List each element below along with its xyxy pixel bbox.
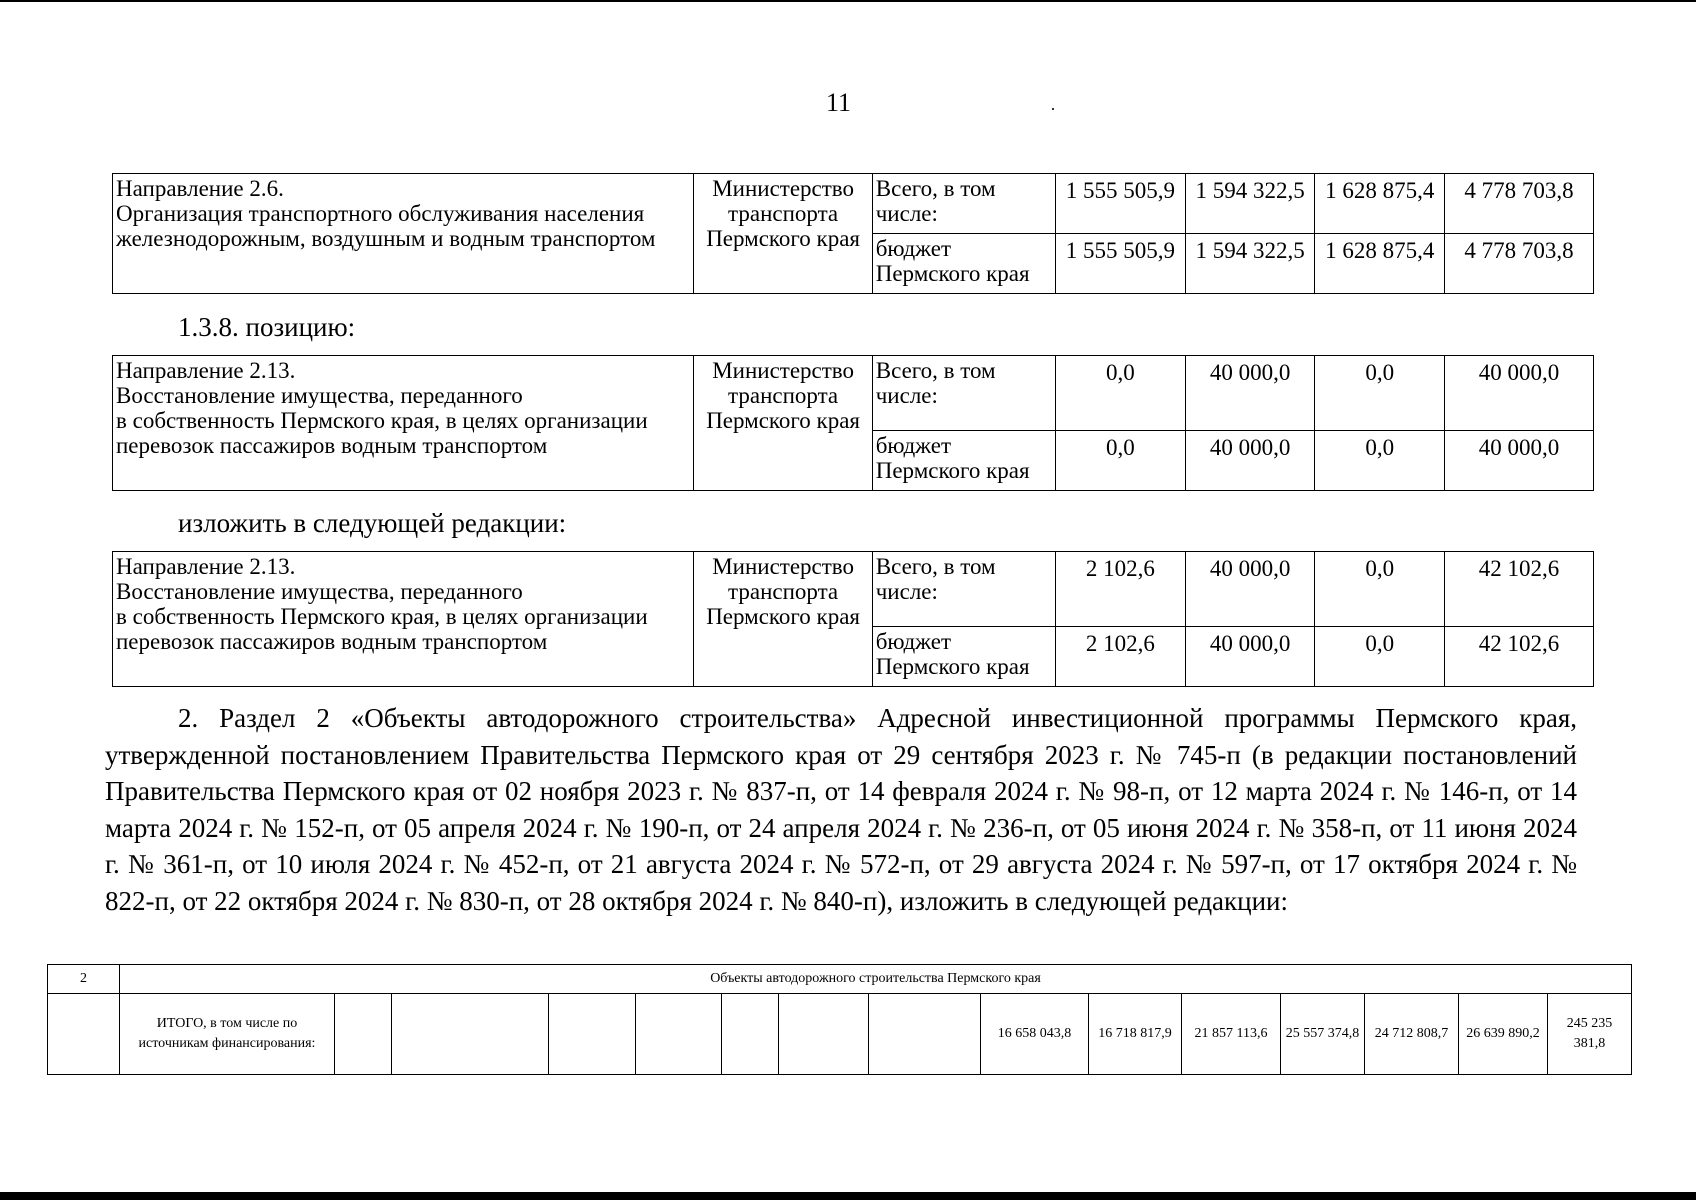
value-cell: 2 102,6 — [1056, 552, 1186, 627]
empty-cell — [636, 994, 722, 1075]
value-cell: 0,0 — [1315, 356, 1445, 431]
value-cell: 1 628 875,4 — [1315, 174, 1445, 234]
empty-cell — [722, 994, 779, 1075]
value-cell: 42 102,6 — [1445, 552, 1594, 627]
value-cell: 40 000,0 — [1445, 431, 1594, 491]
scan-artifact — [1052, 108, 1054, 110]
itogo-value: 26 639 890,2 — [1459, 994, 1548, 1075]
value-cell: 4 778 703,8 — [1445, 234, 1594, 294]
empty-cell — [335, 994, 392, 1075]
caption-position: 1.3.8. позицию: — [178, 312, 356, 342]
scan-top-edge — [0, 0, 1696, 2]
direction-cell: Направление 2.13. Восстановление имущества, переданного в собственность Пермского края, в целях организации перевозок пассажиров водным транспортом — [113, 356, 694, 491]
source-label: бюджет Пермского края — [872, 431, 1055, 491]
value-cell: 40 000,0 — [1185, 627, 1315, 687]
itogo-value: 24 712 808,7 — [1365, 994, 1459, 1075]
value-cell: 0,0 — [1315, 627, 1445, 687]
direction-2-6-table — [112, 173, 1594, 294]
direction-cell: Направление 2.13. Восстановление имущества, переданного в собственность Пермского края, в целях организации перевозок пассажиров водным транспортом — [113, 552, 694, 687]
road-construction-table — [47, 964, 1632, 1075]
value-cell: 42 102,6 — [1445, 627, 1594, 687]
direction-2-13-old-table — [112, 355, 1594, 491]
source-label: Всего, в том числе: — [872, 356, 1055, 431]
caption-new-edition: изложить в следующей редакции: — [178, 508, 567, 538]
value-cell: 1 555 505,9 — [1056, 234, 1186, 294]
value-cell: 1 628 875,4 — [1315, 234, 1445, 294]
empty-cell — [392, 994, 549, 1075]
direction-cell: Направление 2.6. Организация транспортного обслуживания населения железнодорожным, воздушным и водным транспортом — [113, 174, 694, 294]
value-cell: 1 594 322,5 — [1185, 174, 1315, 234]
value-cell: 40 000,0 — [1445, 356, 1594, 431]
empty-cell — [48, 994, 120, 1075]
value-cell: 2 102,6 — [1056, 627, 1186, 687]
empty-cell — [549, 994, 636, 1075]
value-cell: 40 000,0 — [1185, 431, 1315, 491]
source-label: Всего, в том числе: — [872, 552, 1055, 627]
itogo-value: 21 857 113,6 — [1182, 994, 1281, 1075]
section-title: Объекты автодорожного строительства Пермского края — [120, 965, 1632, 994]
itogo-value: 25 557 374,8 — [1281, 994, 1365, 1075]
organization-cell: Министерство транспорта Пермского края — [694, 552, 872, 687]
empty-cell — [779, 994, 869, 1075]
page-number: 11 — [826, 88, 852, 117]
section-number: 2 — [48, 965, 120, 994]
value-cell: 0,0 — [1056, 431, 1186, 491]
itogo-value: 16 718 817,9 — [1089, 994, 1182, 1075]
direction-2-13-new-table — [112, 551, 1594, 687]
organization-cell: Министерство транспорта Пермского края — [694, 356, 872, 491]
itogo-label: ИТОГО, в том числе по источникам финансирования: — [120, 994, 335, 1075]
scan-bottom-edge — [0, 1192, 1696, 1200]
source-label: бюджет Пермского края — [872, 234, 1055, 294]
value-cell: 40 000,0 — [1185, 552, 1315, 627]
itogo-value: 16 658 043,8 — [981, 994, 1089, 1075]
empty-cell — [869, 994, 981, 1075]
body-paragraph: 2. Раздел 2 «Объекты автодорожного строительства» Адресной инвестиционной программы Пермского края, утвержденной постановлением Правительства Пермского края от 29 сентября 2023 г. № 745-п (в редакции постановлений Правительства Пермского края от 02 ноября 2023 г. № 837-п, от 14 февраля 2024 г. № 98-п, от 12 марта 2024 г. № 146-п, от 14 марта 2024 г. № 152-п, от 05 апреля 2024 г. № 190-п, от 24 апреля 2024 г. № 236-п, от 05 июня 2024 г. № 358-п, от 11 июня 2024 г. № 361-п, от 10 июля 2024 г. № 452-п, от 21 августа 2024 г. № 572-п, от 29 августа 2024 г. № 597-п, от 17 октября 2024 г. № 822-п, от 22 октября 2024 г. № 830-п, от 28 октября 2024 г. № 840-п), изложить в следующей редакции: — [105, 703, 1577, 916]
value-cell: 1 594 322,5 — [1185, 234, 1315, 294]
value-cell: 4 778 703,8 — [1445, 174, 1594, 234]
source-label: бюджет Пермского края — [872, 627, 1055, 687]
value-cell: 40 000,0 — [1185, 356, 1315, 431]
value-cell: 0,0 — [1315, 431, 1445, 491]
value-cell: 0,0 — [1315, 552, 1445, 627]
value-cell: 0,0 — [1056, 356, 1186, 431]
itogo-value: 245 235 381,8 — [1548, 994, 1632, 1075]
organization-cell: Министерство транспорта Пермского края — [694, 174, 872, 294]
value-cell: 1 555 505,9 — [1056, 174, 1186, 234]
source-label: Всего, в том числе: — [872, 174, 1055, 234]
